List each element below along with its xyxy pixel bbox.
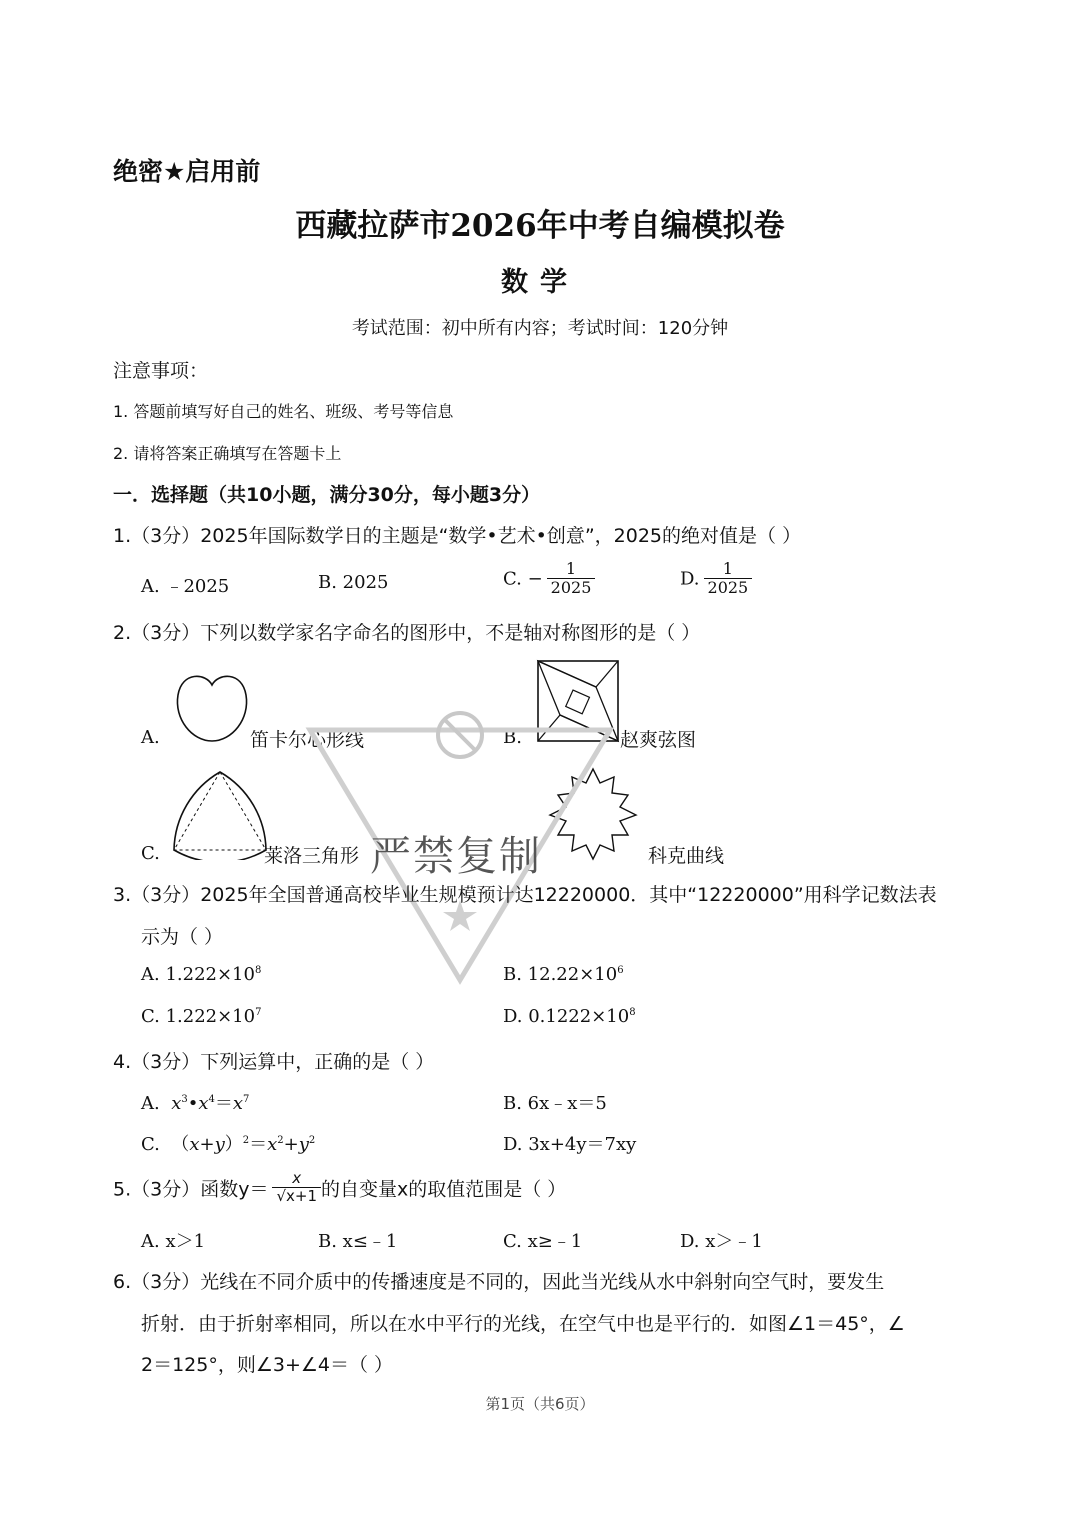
q3-option-d-exponent: 8 bbox=[629, 1007, 636, 1018]
q5-option-c: C. x≥﹣1 bbox=[503, 1231, 583, 1252]
q1-option-b: B. 2025 bbox=[318, 572, 389, 593]
reuleaux-triangle-label: 莱洛三角形 bbox=[264, 845, 360, 867]
fraction-denominator: 2025 bbox=[547, 578, 596, 597]
q1-option-c-prefix: C. − bbox=[503, 568, 543, 590]
question-2-stem: 2.（3分）下列以数学家名字命名的图形中，不是轴对称图形的是（ ） bbox=[113, 622, 701, 644]
cardioid-label: 笛卡尔心形线 bbox=[250, 729, 365, 751]
q3-option-b bbox=[503, 964, 624, 985]
fraction-numerator: x bbox=[292, 1169, 302, 1187]
q5-function-fraction bbox=[272, 1170, 321, 1206]
q5-option-b: B. x≤﹣1 bbox=[318, 1231, 398, 1252]
q3-option-b-mantissa: B. 12.22×10 bbox=[503, 964, 618, 985]
q2-option-a-letter: A. bbox=[141, 727, 160, 748]
q1-option-d bbox=[680, 560, 752, 598]
fraction-denominator: 2025 bbox=[704, 578, 753, 597]
notice-item-2: 2. 请将答案正确填写在答题卡上 bbox=[113, 444, 342, 463]
notice-title: 注意事项： bbox=[113, 360, 209, 382]
question-6-line-1: 6.（3分）光线在不同介质中的传播速度是不同的，因此当光线从水中斜射向空气时，要发生 bbox=[113, 1271, 885, 1293]
q3-option-d-mantissa: D. 0.1222×10 bbox=[503, 1006, 630, 1027]
q3-option-a-exponent: 8 bbox=[254, 965, 262, 976]
q3-option-a bbox=[141, 964, 261, 985]
q3-option-d bbox=[503, 1006, 636, 1027]
q2-option-c-letter: C. bbox=[141, 843, 160, 864]
watermark-text: 严禁复制 bbox=[370, 832, 542, 880]
q4-option-a-letter: A. bbox=[141, 1093, 160, 1114]
reuleaux-triangle-figure bbox=[170, 768, 270, 860]
question-3-stem-line-1: 3.（3分）2025年全国普通高校毕业生规模预计达12220000．其中“12220000”用科学记数法表 bbox=[113, 884, 937, 906]
q5-stem-suffix: 的自变量x的取值范围是（ ） bbox=[321, 1178, 567, 1201]
question-1-stem: 1.（3分）2025年国际数学日的主题是“数学•艺术•创意”，2025的绝对值是（ ） bbox=[113, 525, 802, 547]
q3-option-b-exponent: 6 bbox=[617, 965, 624, 976]
q3-option-a-mantissa: A. 1.222×10 bbox=[141, 964, 255, 985]
q5-option-d: D. x＞﹣1 bbox=[680, 1231, 763, 1252]
q3-option-c-exponent: 7 bbox=[255, 1007, 262, 1018]
fraction-denominator: √x+1 bbox=[272, 1187, 321, 1205]
question-5-stem bbox=[113, 1170, 566, 1206]
exam-title: 西藏拉萨市2026年中考自编模拟卷 bbox=[295, 208, 785, 244]
zhao-shuang-label: 赵爽弦图 bbox=[620, 729, 697, 751]
exam-info: 考试范围：初中所有内容；考试时间：120分钟 bbox=[351, 318, 729, 339]
q1-option-d-prefix: D. bbox=[680, 568, 700, 590]
q1-option-d-fraction bbox=[704, 560, 753, 598]
koch-curve-label: 科克曲线 bbox=[648, 845, 725, 867]
q4-option-c: C. $(x+y)^2=x^2+y^2$ bbox=[141, 1134, 316, 1155]
confidential-mark: 绝密★启用前 bbox=[113, 157, 261, 186]
question-6-line-2: 折射．由于折射率相同，所以在水中平行的光线，在空气中也是平行的．如图∠1＝45°，∠ bbox=[141, 1313, 905, 1335]
fraction-numerator: 1 bbox=[722, 559, 733, 578]
q4-option-a: A. $x^3•x^4=x^7$ bbox=[141, 1093, 250, 1114]
q4-option-c-letter: C. bbox=[141, 1134, 160, 1155]
q5-stem-prefix: 5.（3分）函数y＝ bbox=[113, 1178, 269, 1201]
notice-item-1: 1. 答题前填写好自己的姓名、班级、考号等信息 bbox=[113, 402, 454, 421]
question-6-line-3: 2＝125°，则∠3+∠4＝（ ） bbox=[141, 1354, 394, 1376]
q5-option-a: A. x＞1 bbox=[141, 1231, 206, 1252]
q3-option-c-mantissa: C. 1.222×10 bbox=[141, 1006, 256, 1027]
question-4-stem: 4.（3分）下列运算中，正确的是（ ） bbox=[113, 1051, 435, 1073]
cardioid-figure bbox=[172, 671, 252, 745]
q2-option-b-letter: B. bbox=[503, 727, 522, 748]
q1-option-c bbox=[503, 560, 595, 598]
q4-option-b: B. 6x﹣x＝5 bbox=[503, 1093, 607, 1114]
q3-option-c bbox=[141, 1006, 261, 1027]
section-title: 一．选择题（共10小题，满分30分，每小题3分） bbox=[113, 484, 541, 506]
q4-option-d: D. 3x+4y＝7xy bbox=[503, 1134, 637, 1155]
q1-option-a: A. ﹣2025 bbox=[141, 576, 230, 597]
question-3-stem-line-2: 示为（ ） bbox=[141, 926, 224, 948]
fraction-numerator: 1 bbox=[565, 559, 577, 578]
subject-title: 数学 bbox=[501, 267, 579, 298]
page-footer: 第1页（共6页） bbox=[485, 1395, 595, 1413]
q1-option-c-fraction bbox=[547, 560, 596, 598]
